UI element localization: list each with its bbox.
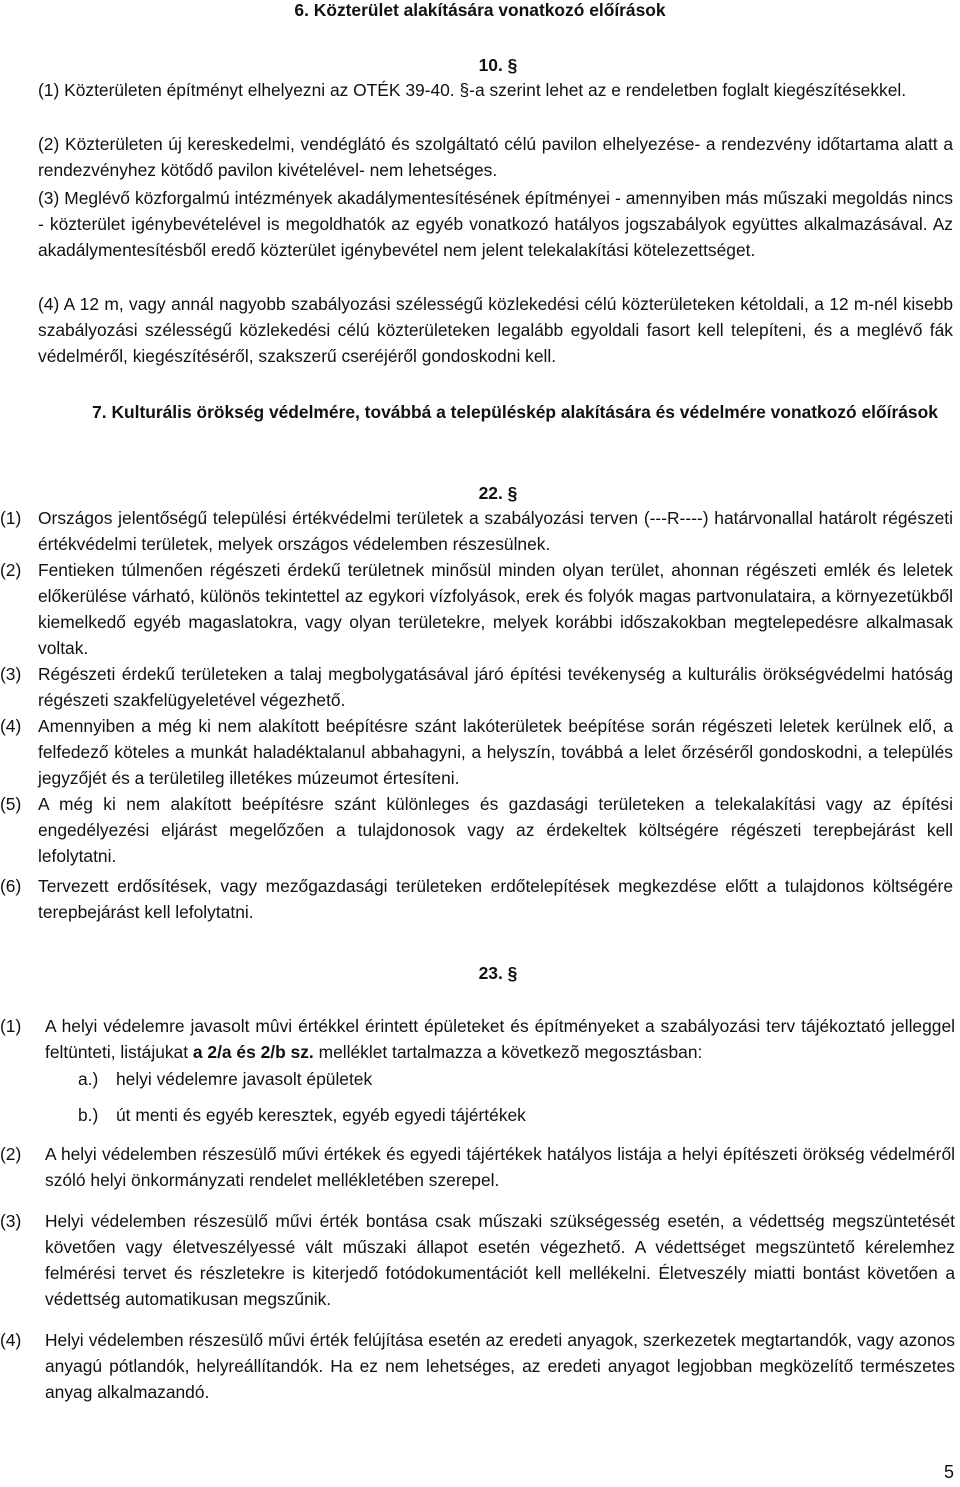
paragraph-number: (3) xyxy=(0,664,22,684)
paragraph-number: (2) xyxy=(0,1144,22,1164)
paragraph-number: (1) xyxy=(38,80,60,100)
paragraph-text-part: melléklet tartalmazza a következõ megosztásban: xyxy=(313,1042,703,1062)
paragraph-number: (1) xyxy=(0,508,22,528)
paragraph-text: A helyi védelemben részesülő művi értékek és egyedi tájértékek hatályos listája a helyi építészeti örökség védelméről szóló helyi önkormányzati rendelet mellékletében szerepel. xyxy=(45,1144,955,1190)
paragraph-text: Fentieken túlmenően régészeti érdekű területnek minősül minden olyan terület, ahonnan régészeti emlék és leletek előkerülése várható, különös tekintettel az egykori vízfolyások, erek és folyók magas partvonulataira, a környezetükből kiemelkedő egyéb magaslatokra, vagy olyan területekre, melyek korábbi időszakokban megtelepedésre alkalmasak voltak. xyxy=(38,560,953,658)
section-22-paragraph-4 xyxy=(0,713,953,791)
annex-reference: a 2/a és 2/b sz. xyxy=(192,1042,314,1062)
paragraph-text: Közterületen új kereskedelmi, vendéglátó és szolgáltató célú pavilon elhelyezése- a rendezvény időtartama alatt a rendezvényhez kötődő pavilon kivételével- nem lehetséges. xyxy=(38,134,953,180)
section-10-paragraph-4 xyxy=(38,291,953,369)
paragraph-text: Régészeti érdekű területeken a talaj megbolygatásával járó építési tevékenység a kulturális örökségvédelmi hatóság régészeti szakfelügyeletével végezhető. xyxy=(38,664,953,710)
list-item-text: út menti és egyéb keresztek, egyéb egyedi tájértékek xyxy=(116,1105,526,1125)
section-23-paragraph-4 xyxy=(0,1327,955,1405)
paragraph-sign: § xyxy=(507,483,518,503)
section-23-paragraph-3 xyxy=(0,1208,955,1312)
list-item-label: b.) xyxy=(78,1105,99,1125)
section-22-label xyxy=(18,480,960,506)
paragraph-number: (2) xyxy=(0,560,22,580)
section-22-paragraph-1 xyxy=(0,505,953,557)
paragraph-number: (4) xyxy=(0,716,22,736)
section-22-paragraph-6 xyxy=(0,873,953,925)
paragraph-number: (2) xyxy=(38,134,60,154)
section-22-number: 22. xyxy=(478,483,503,503)
section-10-paragraph-1 xyxy=(38,77,953,103)
section-10-paragraph-2 xyxy=(38,131,953,183)
section-10-label xyxy=(18,52,960,78)
paragraph-number: (4) xyxy=(0,1330,22,1350)
paragraph-text: Helyi védelemben részesülő művi érték felújítása esetén az eredeti anyagok, szerkezetek megtartandók, vagy azonos anyagú pótlandók, helyreállítandók. Ha ez nem lehetséges, az eredeti anyagot legjobban megközelítő természetes anyag alkalmazandó. xyxy=(45,1330,955,1402)
paragraph-text: Tervezett erdősítések, vagy mezőgazdasági területeken erdőtelepítések megkezdése előtt a tulajdonos költségére terepbejárást kell lefolytatni. xyxy=(38,876,953,922)
paragraph-text: Meglévő közforgalmú intézmények akadálymentesítésének építményei - amennyiben más műszaki megoldás nincs - közterület igénybevételével is megoldhatók az egyéb vonatkozó hatályos jogszabályok együttes alkalmazásával. Az akadálymentesítésből eredő közterület igénybevétel nem jelent telekalakítási kötelezettséget. xyxy=(38,188,953,260)
paragraph-sign: § xyxy=(507,963,518,983)
list-item-a xyxy=(78,1066,372,1092)
page-number: 5 xyxy=(943,1462,954,1482)
paragraph-number: (3) xyxy=(38,188,60,208)
section-23-paragraph-2 xyxy=(0,1141,955,1193)
paragraph-number: (3) xyxy=(0,1211,22,1231)
list-item-b xyxy=(78,1102,526,1128)
section-22-paragraph-2 xyxy=(0,557,953,661)
paragraph-text: A 12 m, vagy annál nagyobb szabályozási szélességű közlekedési célú közterületeken kétoldali, a 12 m-nél kisebb szabályozási szélességű közlekedési célú közterületeken legalább egyoldali fasort kell telepíteni, és a meglévő fák védelméről, kiegészítéséről, szakszerű cseréjéről gondoskodni kell. xyxy=(38,294,954,366)
paragraph-text: Helyi védelemben részesülő művi érték bontása csak műszaki szükségesség esetén, a védettség megszüntetését követően vagy életveszélyessé vált műszaki állapot esetén végezhető. A védettséget megszüntető kérelemhez felmérési tervet és részletekre is kiterjedő fotódokumentációt kell mellékelni. Életveszély miatti bontást követően a védettség automatikusan megszűnik. xyxy=(45,1211,955,1309)
paragraph-text xyxy=(45,1013,955,1065)
paragraph-text: A még ki nem alakított beépítésre szánt különleges és gazdasági területeken a telekalakítási vagy az építési engedélyezési eljárást megelőzően a tulajdonosok vagy az érdekeltek költségére régészeti terepbejárást kell lefolytatni. xyxy=(38,794,953,866)
section-22-paragraph-5 xyxy=(0,791,953,869)
paragraph-text: Közterületen építményt elhelyezni az OTÉK 39-40. §-a szerint lehet az e rendeletben foglalt kiegészítésekkel. xyxy=(64,80,907,100)
paragraph-number: (1) xyxy=(0,1016,22,1036)
list-item-label: a.) xyxy=(78,1069,99,1089)
section-22-paragraph-3 xyxy=(0,661,953,713)
paragraph-number: (5) xyxy=(0,794,22,814)
section-23-number: 23. xyxy=(478,963,503,983)
section-10-number: 10. xyxy=(478,55,503,75)
section-23-label xyxy=(18,960,960,986)
paragraph-text-part: A helyi védelemre javasolt mûvi értékkel érintett épületeket és építményeket a szabályozási terv tájékoztató jelleggel feltünteti, listájukat xyxy=(45,1016,955,1062)
section-23-paragraph-1 xyxy=(0,1013,955,1065)
chapter-7-title: 7. Kulturális örökség védelmére, továbbá a településkép alakítására és védelmére vonatkozó előírások xyxy=(92,402,938,422)
paragraph-text: Amennyiben a még ki nem alakított beépítésre szánt lakóterületek beépítése során régészeti leletek kerülnek elő, a felfedező köteles a munkát haladéktalanul abbahagyni, a helyszín, továbbá a lelet őrzéséről gondoskodni, a település jegyzőjét és a területileg illetékes múzeumot értesíteni. xyxy=(38,716,953,788)
paragraph-number: (4) xyxy=(38,294,60,314)
section-10-paragraph-3 xyxy=(38,185,953,263)
paragraph-sign: § xyxy=(507,55,518,75)
paragraph-text: Országos jelentőségű települési értékvédelmi területek a szabályozási terven (---R----) határvonallal határolt régészeti értékvédelmi területek, melyek országos védelemben részesülnek. xyxy=(38,508,953,554)
chapter-6-title: 6. Közterület alakítására vonatkozó előírások xyxy=(294,0,666,20)
list-item-text: helyi védelemre javasolt épületek xyxy=(116,1069,373,1089)
paragraph-number: (6) xyxy=(0,876,22,896)
